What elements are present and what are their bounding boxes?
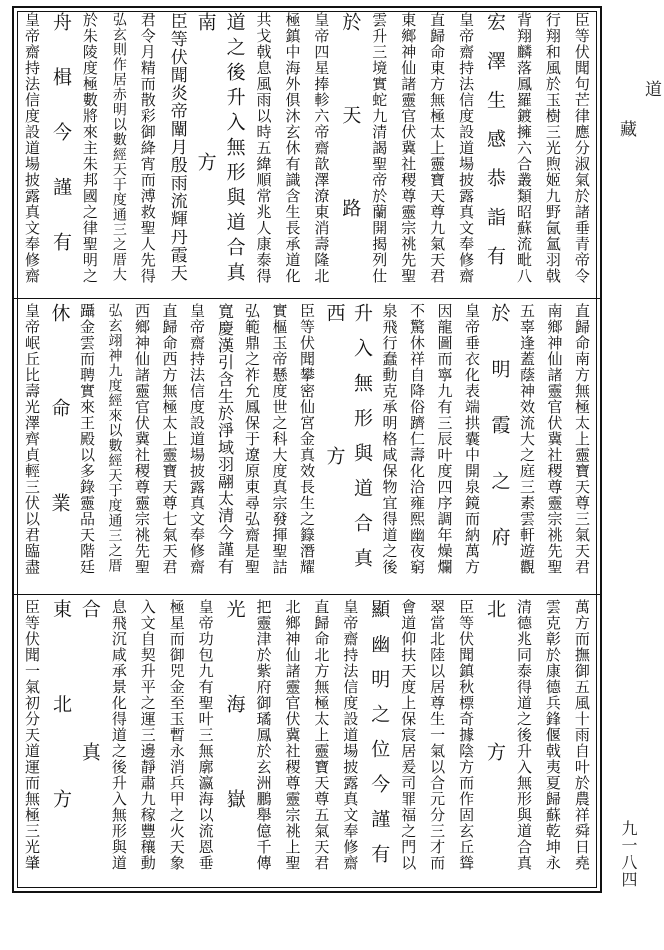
text-column: 北方 <box>484 599 506 885</box>
text-column: 直歸命東方無極太上靈寶天尊九氣天君 <box>428 12 447 284</box>
text-column: 道之後升入無形與道合真 <box>223 12 246 287</box>
text-column: 君令月精而散彩御絳宵而溥救聖人先得 <box>138 12 157 284</box>
text-column: 皇帝岷丘比壽光澤齊貞輕三伏以君臨盡 <box>23 303 41 575</box>
text-column: 雲升三境實蛇九清謁聖帝於蘭開揭列仕 <box>370 12 389 284</box>
text-column: 入文自契升平之運三邊靜肅九稼豐穰動 <box>138 599 157 871</box>
text-column: 升入無形與道合真 <box>351 303 373 583</box>
text-column: 不驚休祥自降俗躋仁壽化洽雍熙幽夜窮 <box>408 303 426 575</box>
text-column: 皇帝齋持法信度設道場披露真文奉修齋 <box>341 599 360 871</box>
text-column: 臣等伏聞一氣初分天道運而無極三光肇 <box>23 599 41 871</box>
text-column: 因龍圖而寧九有三辰叶度四序調年燥爛 <box>435 303 454 575</box>
text-column: 弘範鼎之祚允鳳保于遼原東尋弘齋是聖 <box>243 303 261 575</box>
text-column: 息飛沉咸承景化得道之後升入無形與道 <box>109 599 128 871</box>
text-column: 顯幽明之位今謹有 <box>368 599 391 879</box>
text-column: 臣等伏聞炎帝闡月殷雨流輝丹霞天 <box>166 12 187 282</box>
text-column: 臣等伏聞句芒律應分淑氣於諸垂青帝令 <box>572 12 591 284</box>
text-column: 西鄉神仙諸靈官伏冀社稷尊靈宗祧先聖 <box>133 303 151 575</box>
text-column: 翠當北陸以居尊生一氣以合元分三才而 <box>428 599 447 871</box>
text-column: 直歸命西方無極太上靈寶天尊七氣天君 <box>160 303 179 575</box>
text-column: 西方 <box>323 303 346 589</box>
text-column: 弘玄則作居赤明以數經天于度通三之厝大 <box>110 12 127 282</box>
text-column: 極鎮中海外俱沐玄休有識含生長承道化 <box>283 12 302 284</box>
text-column: 皇帝四星捧軫六帝齋歆澤潦東消壽隆北 <box>312 12 331 284</box>
text-column: 萬方而撫御五風十雨自叶於農祥舜日堯 <box>572 599 591 871</box>
column-group-lower <box>20 599 594 887</box>
margin-title <box>614 80 664 139</box>
text-column: 共戈戟息風雨以時五緯順常兆人康泰得 <box>254 12 273 284</box>
text-column: 直歸命南方無極太上靈寶天尊三氣天君 <box>573 303 591 575</box>
text-column: 皇帝齋持法信度設道場披露真文奉修齋 <box>457 12 476 284</box>
text-column: 合真 <box>78 599 101 885</box>
text-column: 休命業 <box>48 303 71 588</box>
text-column: 舟楫今謹有 <box>49 12 72 287</box>
text-column: 皇帝垂衣化表端拱囊中開泉鏡而納萬方 <box>463 303 481 575</box>
text-column: 南方 <box>194 12 217 292</box>
text-column: 臣等伏聞鎮秋標奇據陰方而作固玄丘聳 <box>457 599 476 871</box>
text-column: 寬慶漢引含生於淨域羽翮太清今謹有 <box>215 303 235 575</box>
text-column: 泉飛行蠢動克承明格咸保物宜得道之後 <box>380 303 399 575</box>
margin-title-char: 藏 <box>616 120 636 139</box>
text-column: 雲克彰於康德兵鋒偃戟夷夏歸蘇乾坤永 <box>543 599 562 871</box>
text-column: 清德兆同泰得道之後升入無形與道合真 <box>514 599 533 871</box>
text-column: 皇帝功包九有聖叶三無廓瀛海以流恩垂 <box>196 599 215 871</box>
text-column: 背翔麟落鳳羅鍍擁六合叢類昭蘇流毗八 <box>514 12 533 284</box>
text-column: 皇帝齋持法信度設道場披露真文奉修齋 <box>23 12 41 284</box>
text-column: 臣等伏聞攀密仙宮金真效長生之籙潛耀 <box>298 303 316 575</box>
text-column: 極星而御兕金至玉暫永消兵甲之火天象 <box>167 599 186 871</box>
text-column: 行翔和風於玉樹三光煦姬九野氤氳羽戟 <box>543 12 562 284</box>
text-column: 實樞玉帝懸度世之科大度真宗發揮聖詰 <box>270 303 289 575</box>
text-column: 北鄉神仙諸靈官伏冀社稷尊靈宗祧上聖 <box>283 599 302 871</box>
column-group-middle <box>20 303 594 590</box>
text-column: 東鄉神仙諸靈官伏冀社稷尊靈宗祧先聖 <box>399 12 418 284</box>
page-number: 九一八四 <box>619 820 638 888</box>
text-column: 於朱陵度極數將來主朱邦國之律聖明之 <box>80 12 99 284</box>
text-column: 南鄉神仙諸靈官伏冀社稷尊靈宗祧先聖 <box>545 303 564 575</box>
text-band-middle <box>14 298 600 594</box>
text-column: 東北方 <box>49 599 72 884</box>
text-column: 把靈津於紫府御璚鳳於玄洲鵬舉億千傳 <box>254 599 273 871</box>
margin-title-char: 道 <box>641 80 661 99</box>
text-column: 弘玄翊神九度經來以數經天于度通三之厝 <box>106 303 123 573</box>
text-column: 光海嶽 <box>223 599 246 884</box>
text-column: 五辜逢蓋蔭神效流大之庭三素雲軒遊觀 <box>518 303 536 575</box>
text-column: 躡金雲而聘實來王殿以多錄靈品天階廷 <box>78 303 96 575</box>
text-column: 宏澤生感恭詣有 <box>484 12 506 285</box>
column-group-upper <box>20 12 594 294</box>
text-column: 於明霞之府 <box>488 303 511 583</box>
text-band-upper <box>14 8 600 298</box>
text-column: 直歸命北方無極太上靈寶天尊五氣天君 <box>312 599 331 871</box>
text-column: 於天路 <box>339 12 362 291</box>
text-column: 會道仰扶天度上保宸居爰司罪福之門以 <box>399 599 418 871</box>
text-column: 皇帝齋持法信度設道場披露真文奉修齋 <box>188 303 206 575</box>
text-band-lower <box>14 594 600 891</box>
